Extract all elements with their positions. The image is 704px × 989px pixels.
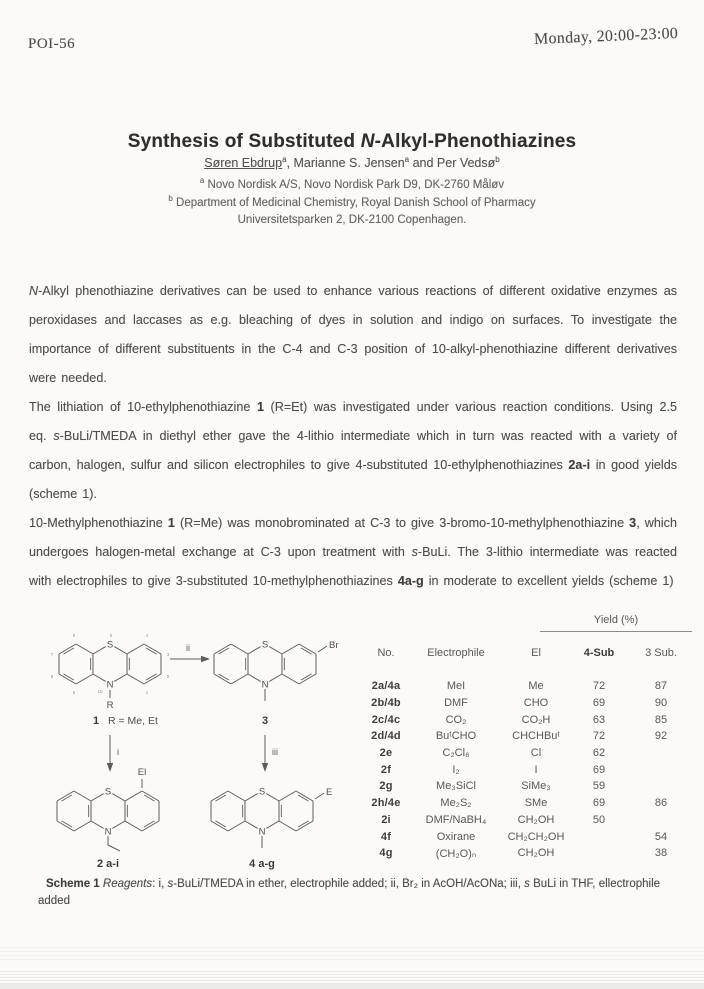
table-cell: CO₂H [521, 713, 551, 726]
title-text: Synthesis of Substituted [127, 130, 361, 152]
compound-number: 3 [629, 515, 637, 530]
structure-2-label: 2 a-i [96, 858, 120, 870]
affil-mark: a [199, 176, 205, 186]
structure-1-rgroups-label: R = Me, Et [108, 715, 158, 727]
structure-4ag [211, 786, 332, 848]
table-cell: 2e [379, 747, 393, 760]
table-cell: 50 [592, 813, 606, 826]
arrow-label-i: i [117, 747, 119, 757]
affiliation-line-3 [0, 212, 704, 230]
structure-2ai [57, 767, 159, 851]
ring-position-number: 7 [50, 652, 54, 657]
table-cell: 2c/4c [371, 713, 401, 726]
caption-text: -BuLi/TMEDA in ether, electrophile added; ii, Br₂ in AcOH/AcONa; iii, [173, 878, 525, 890]
table-cell: C₂Cl₆ [442, 747, 470, 760]
column-header-4sub: 4-Sub [583, 647, 615, 660]
session-time: Monday, 20:00-23:00 [533, 24, 679, 49]
caption-text: s [524, 878, 530, 890]
author-name: and Per Vedsø [409, 156, 496, 170]
scheme-caption [38, 876, 672, 910]
author-name: Søren Ebdrup [204, 156, 283, 170]
table-cell: CHO [523, 697, 549, 710]
table-cell: DMF/NaBH₄ [425, 813, 487, 826]
abstract-paragraph-1 [29, 277, 677, 393]
table-cell: 87 [654, 680, 668, 693]
table-cell: 86 [654, 797, 668, 810]
reaction-arrow-ii [201, 656, 210, 662]
table-row [362, 745, 700, 762]
scan-noise-band [0, 944, 704, 960]
table-cell: CH₂OH [517, 813, 555, 826]
authors-line [0, 156, 704, 170]
author-affil-mark: b [495, 154, 500, 164]
table-cell: 63 [592, 713, 606, 726]
table-cell: 4f [380, 830, 392, 843]
table-cell: 2b/4b [371, 697, 401, 710]
ring-position-number: 8 [50, 674, 54, 679]
table-cell: 2f [380, 763, 392, 776]
reaction-arrow-iii [262, 763, 268, 772]
column-header-electrophile: Electrophile [427, 647, 485, 660]
table-cell: 92 [654, 730, 668, 743]
caption-scheme-number: Scheme 1 [46, 878, 100, 890]
table-cell: 38 [654, 847, 668, 860]
table-cell: 2g [379, 780, 393, 793]
paragraph-text: s [53, 428, 60, 443]
paragraph-text: in good yields (scheme 1). [29, 457, 677, 501]
yield-table-title [540, 614, 692, 632]
yield-header-text: Yield (%) [593, 614, 639, 626]
affiliation-line-1 [0, 177, 704, 195]
table-cell: 90 [654, 697, 668, 710]
author-affil-mark: a [282, 154, 287, 164]
author-name: , Marianne S. Jensen [286, 156, 405, 170]
table-cell: 2a/4a [371, 680, 401, 693]
sulfur-atom-label: S [258, 786, 266, 798]
compound-number: 1 [167, 515, 175, 530]
abstract-paragraph-2 [29, 393, 677, 509]
yield-table-header-row [362, 645, 700, 662]
ring-position-number: 6 [72, 633, 76, 638]
table-cell: 72 [592, 680, 606, 693]
substituent-label: E [326, 787, 333, 798]
scheme-svg [30, 612, 364, 880]
arrow-label-iii: iii [272, 747, 278, 757]
r-group-label: R [106, 700, 114, 711]
table-cell: I₂ [452, 763, 460, 776]
table-cell: MeI [446, 680, 466, 693]
paragraph-text: s [411, 544, 418, 559]
paragraph-text: N [29, 283, 39, 298]
substituent-label: Br [329, 640, 339, 651]
paragraph-text: in moderate to excellent yields (scheme 1) [423, 573, 674, 588]
nitrogen-atom-label: N [258, 826, 266, 838]
table-cell: SMe [524, 797, 548, 810]
reaction-arrow-i [107, 763, 113, 772]
ring-position-number: 10 [97, 689, 103, 694]
table-cell: Me [528, 680, 544, 693]
table-cell: Oxirane [436, 830, 476, 843]
paragraph-text: , which undergoes halogen-metal exchange at C-3 upon treatment with [29, 515, 677, 559]
compound-number: 4a-g [397, 573, 424, 588]
caption-text: s [167, 878, 174, 890]
ring-position-number: 4 [145, 633, 149, 638]
table-cell: CH₂OH [517, 847, 555, 860]
affiliations-block [0, 177, 704, 230]
affiliation-line-2 [0, 195, 704, 213]
table-row [362, 695, 700, 712]
table-cell: 2i [381, 813, 391, 826]
paragraph-text: -BuLi/TMEDA in diethyl ether gave the 4-lithio intermediate which in turn was reacted with a variety of carbon, halogen, sulfur and silicon electrophiles to give 4-substituted 10-ethylphenothiazines [29, 428, 677, 472]
table-cell: 54 [654, 830, 668, 843]
paragraph-text: -Alkyl phenothiazine derivatives can be used to enhance various reactions of different oxidative enzymes as peroxidases and laccases as e.g. bleaching of dyes in solution and indigo on surfaces. To investigate the importance of different substituents in the C-4 and C-3 position of 10-alkyl-phenothiazine different derivatives were needed. [29, 283, 677, 385]
affil-text: Department of Medicinal Chemistry, Royal Danish School of Pharmacy [172, 196, 536, 209]
poster-number: POI-56 [28, 36, 76, 52]
table-row [362, 828, 700, 845]
sulfur-atom-label: S [261, 639, 269, 651]
arrow-label-ii: ii [186, 643, 190, 653]
table-cell: 69 [592, 697, 606, 710]
title-italic-n: N [360, 130, 375, 152]
table-row [362, 711, 700, 728]
caption-text: Reagents [99, 878, 153, 890]
table-cell: (CH₂O)ₙ [435, 847, 477, 860]
structure-1-label: 1 [92, 715, 100, 727]
table-cell: 85 [654, 713, 668, 726]
table-row [362, 812, 700, 829]
nitrogen-atom-label: N [261, 679, 269, 691]
scan-noise-band [0, 970, 704, 984]
sulfur-atom-label: S [104, 786, 112, 798]
table-row [362, 678, 700, 695]
ring-position-number: 3 [166, 652, 170, 657]
yield-table [362, 612, 700, 872]
table-cell: CH₂CH₂OH [507, 830, 565, 843]
author-affil-mark: a [404, 154, 410, 164]
structure-3-label: 3 [261, 715, 269, 727]
table-cell: Me₃SiCl [436, 780, 476, 793]
table-cell: 4g [379, 847, 393, 860]
table-row [362, 761, 700, 778]
table-cell: CO₂ [445, 713, 467, 726]
table-row [362, 795, 700, 812]
table-cell: Cl [530, 747, 542, 760]
column-header-3sub: 3 Sub. [645, 647, 677, 660]
nitrogen-atom-label: N [106, 679, 114, 691]
structure-3 [214, 639, 339, 701]
column-header-no: No. [377, 647, 395, 660]
abstract-paragraph-3 [29, 509, 677, 596]
table-cell: I [534, 763, 538, 776]
table-row [362, 845, 700, 862]
table-cell: 62 [592, 747, 606, 760]
caption-text: BuLi in THF, ellectrophile added [38, 878, 661, 907]
table-cell: DMF [444, 697, 468, 710]
yield-table-body [362, 678, 700, 862]
ring-position-number: 1 [145, 690, 149, 695]
column-header-el: El [531, 647, 541, 660]
compound-number: 2a-i [568, 457, 591, 472]
affil-text: Novo Nordisk A/S, Novo Nordisk Park D9, DK-2760 Måløv [204, 179, 505, 191]
scheme-figure [30, 612, 364, 880]
table-cell: Me₂S₂ [440, 797, 472, 810]
table-cell: 2d/4d [371, 730, 401, 743]
table-row [362, 728, 700, 745]
table-cell: 72 [592, 730, 606, 743]
table-cell: 2h/4e [371, 797, 401, 810]
table-cell: CHCHBuᵗ [512, 730, 560, 743]
scan-noise-band [0, 984, 704, 989]
compound-number: 1 [256, 399, 264, 414]
paragraph-text: The lithiation of 10-ethylphenothiazine [29, 399, 257, 414]
paragraph-text: 10-Methylphenothiazine [29, 515, 168, 530]
substituent-label: El [137, 767, 147, 778]
table-cell: 59 [592, 780, 606, 793]
sulfur-atom-label: S [106, 639, 114, 651]
paragraph-text: -BuLi. The 3-lithio intermediate was reacted with electrophiles to give 3-substituted 10-methylphenothiazines [29, 544, 677, 588]
ring-position-number: 5 [109, 633, 113, 638]
table-cell: SiMe₃ [521, 780, 551, 793]
affil-text: Universitetsparken 2, DK-2100 Copenhagen. [237, 214, 467, 226]
affil-mark: b [168, 193, 173, 203]
table-cell: 69 [592, 797, 606, 810]
caption-text: : i, [152, 878, 168, 890]
table-cell: 69 [592, 763, 606, 776]
paragraph-text: (R=Me) was monobrominated at C-3 to give 3-bromo-10-methylphenothiazine [174, 515, 630, 530]
table-row [362, 778, 700, 795]
page-title [0, 131, 704, 153]
table-cell: BuᵗCHO [435, 730, 477, 743]
paragraph-text: (R=Et) was investigated under various reaction conditions. Using 2.5 eq. [29, 399, 678, 443]
nitrogen-atom-label: N [104, 826, 112, 838]
ring-position-number: 2 [166, 674, 170, 679]
title-text: -Alkyl-Phenothiazines [374, 130, 577, 152]
ring-position-number: 9 [72, 690, 76, 695]
structure-4-label: 4 a-g [249, 858, 275, 870]
structure-1 [51, 633, 170, 711]
